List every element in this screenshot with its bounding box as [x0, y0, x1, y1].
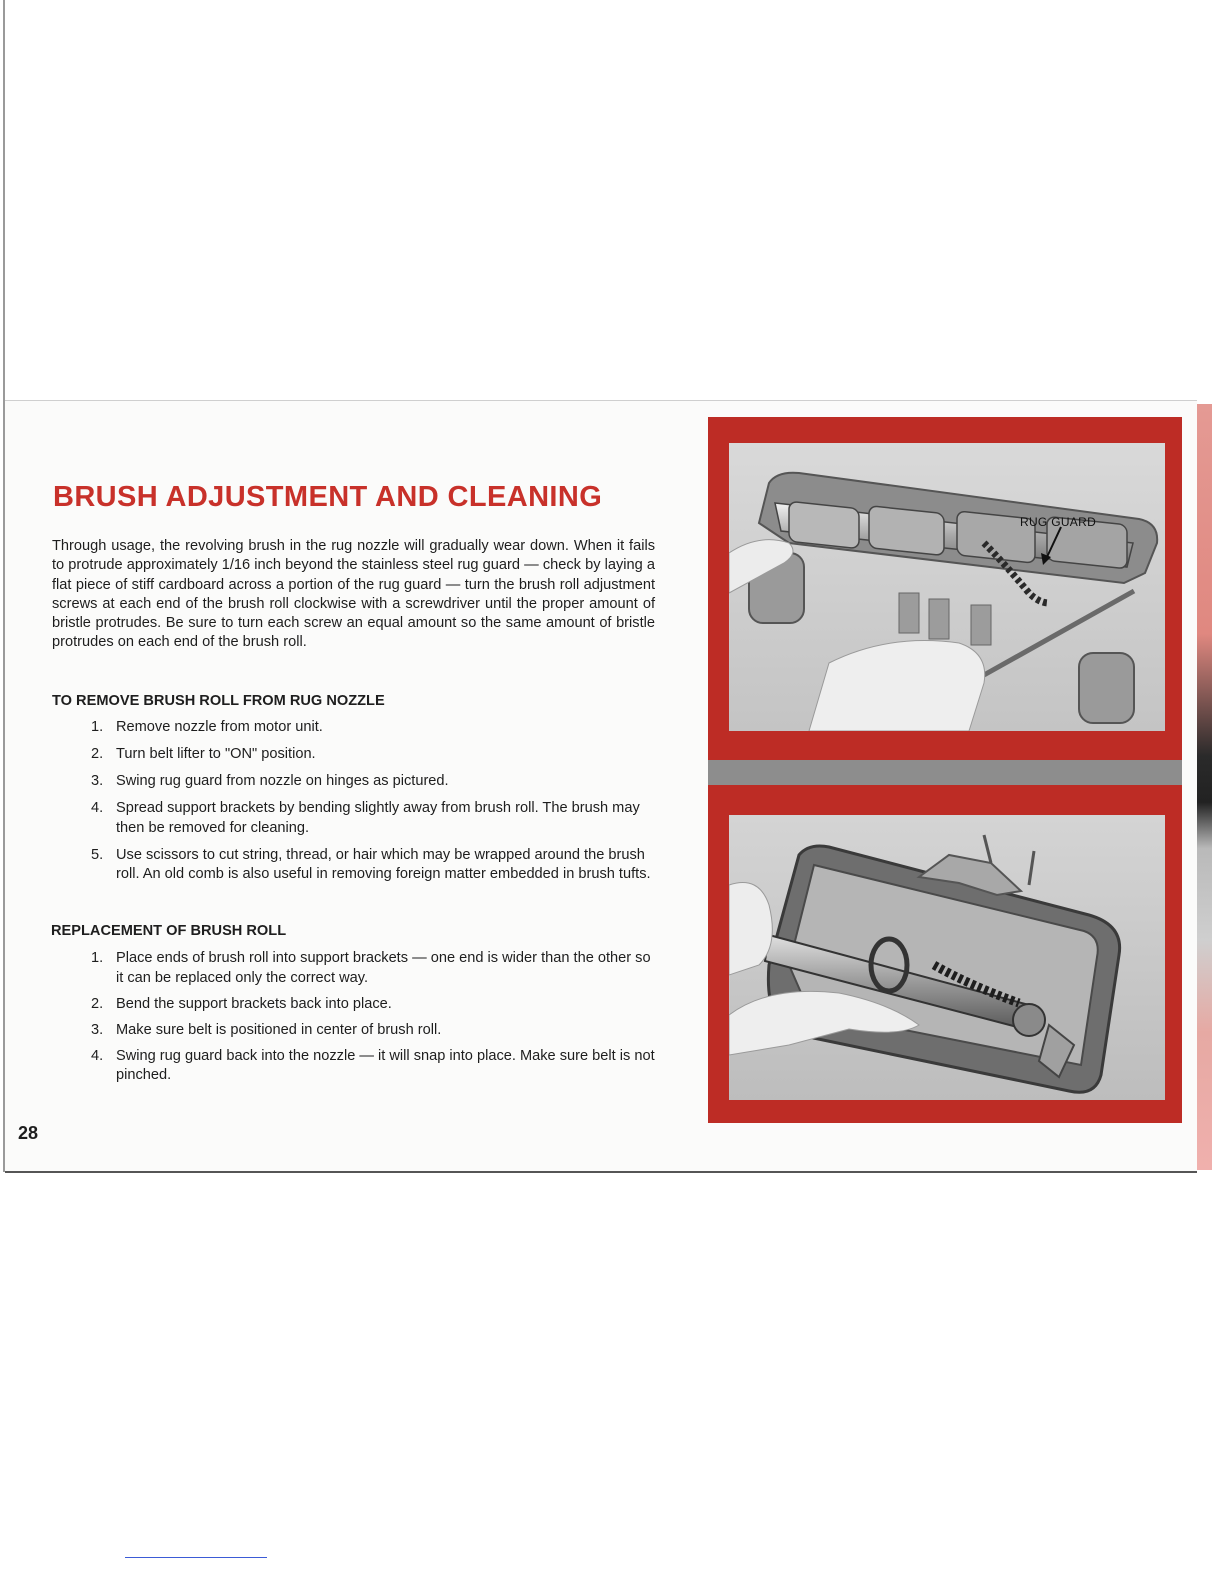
- replacement-section-heading: REPLACEMENT OF BRUSH ROLL: [51, 923, 287, 939]
- manual-page: [5, 400, 1197, 1173]
- list-item: [91, 718, 656, 738]
- step-text: Use scissors to cut string, thread, or hair which may be wrapped around the brush roll. An old comb is also useful in removing foreign matter embedded in brush tufts.: [116, 846, 651, 883]
- brush-roll-illustration: [729, 815, 1165, 1100]
- step-number: 3.: [91, 773, 104, 790]
- step-number: 2.: [91, 995, 104, 1012]
- list-item: [91, 995, 656, 1015]
- step-text: Make sure belt is positioned in center of brush roll.: [116, 1021, 442, 1038]
- list-item: [91, 1021, 656, 1041]
- step-number: 4.: [91, 800, 104, 817]
- page-title: BRUSH ADJUSTMENT AND CLEANING: [53, 481, 603, 513]
- list-item: [91, 772, 656, 792]
- rug-guard-photo: [729, 443, 1165, 731]
- step-text: Bend the support brackets back into place.: [116, 995, 392, 1012]
- step-number: 3.: [91, 1021, 104, 1038]
- remove-steps-list: [91, 718, 656, 892]
- step-text: Swing rug guard from nozzle on hinges as pictured.: [116, 773, 449, 790]
- step-text: Remove nozzle from motor unit.: [116, 719, 323, 735]
- list-item: [91, 949, 656, 988]
- step-text: Spread support brackets by bending slightly away from brush roll. The brush may then be removed for cleaning.: [116, 800, 640, 836]
- scan-artifact-line: [125, 1557, 267, 1558]
- list-item: [91, 745, 656, 765]
- page-number: 28: [18, 1123, 39, 1143]
- list-item: [91, 799, 656, 838]
- step-text: Turn belt lifter to "ON" position.: [116, 746, 316, 763]
- rug-guard-label: RUG GUARD: [1020, 515, 1097, 529]
- list-item: [91, 1047, 656, 1086]
- step-number: 4.: [91, 1047, 104, 1064]
- rug-nozzle-illustration: [729, 443, 1165, 731]
- photo-panel: [708, 417, 1182, 1123]
- intro-paragraph: Through usage, the revolving brush in the rug nozzle will gradually wear down. When it fails to protrude approximately 1/16 inch beyond the stainless steel rug guard — check by laying a flat piece of stiff cardboard across a portion of the rug guard — turn the brush roll adjustment screws at each end of the brush roll clockwise with a screwdriver until the proper amount of bristle protrudes. Be sure to turn each screw an equal amount so the same amount of bristle protrudes on each end of the brush roll.: [52, 538, 655, 651]
- step-number: 1.: [91, 719, 104, 735]
- replacement-steps-list: [91, 949, 656, 1092]
- adjacent-page-edge: [1197, 404, 1212, 1170]
- step-number: 1.: [91, 950, 104, 966]
- brush-roll-photo: [729, 815, 1165, 1100]
- step-number: 2.: [91, 746, 104, 763]
- step-text: Place ends of brush roll into support brackets — one end is wider than the other so it can be replaced only the correct way.: [116, 950, 651, 986]
- step-text: Swing rug guard back into the nozzle — it will snap into place. Make sure belt is not pinched.: [116, 1047, 655, 1084]
- list-item: [91, 846, 656, 885]
- divider-band: [708, 760, 1182, 785]
- step-number: 5.: [91, 846, 104, 863]
- remove-section-heading: TO REMOVE BRUSH ROLL FROM RUG NOZZLE: [52, 693, 385, 709]
